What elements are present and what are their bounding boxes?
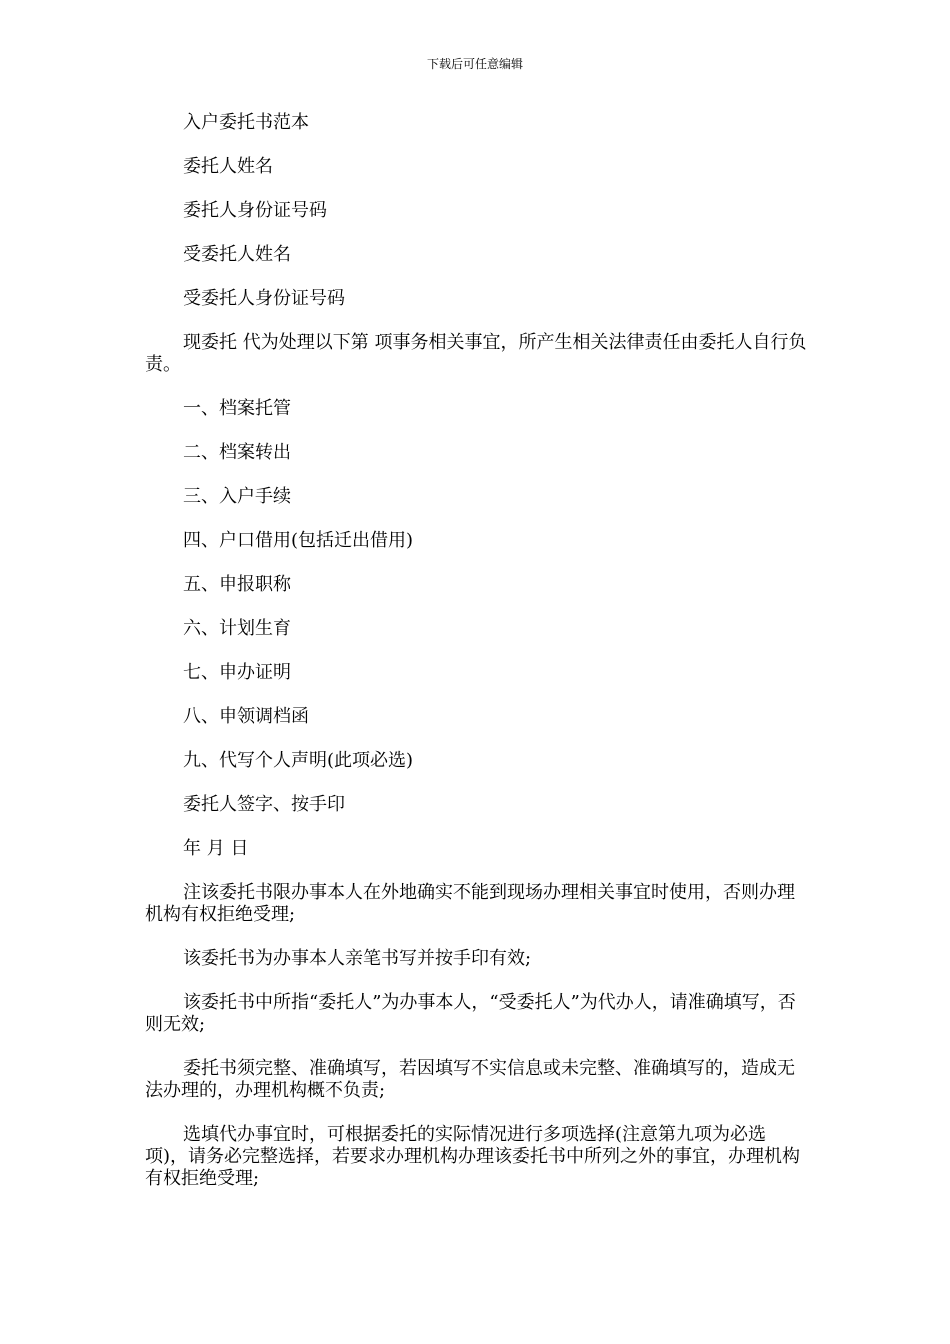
note-5: 选填代办事宜时，可根据委托的实际情况进行多项选择(注意第九项为必选项)，请务必完整选择，若要求办理机构办理该委托书中所列之外的事宜，办理机构有权拒绝受理;	[145, 1124, 801, 1189]
document-body	[145, 112, 807, 1212]
note-3: 该委托书中所指“委托人”为办事本人，“受委托人”为代办人，请准确填写，否则无效;	[145, 992, 796, 1035]
item-8: 八、申领调档函	[183, 706, 309, 727]
note-4: 委托书须完整、准确填写，若因填写不实信息或未完整、准确填写的，造成无法办理的，办理机构概不负责;	[145, 1058, 795, 1101]
item-7: 七、申办证明	[183, 662, 291, 683]
item-3: 三、入户手续	[183, 486, 291, 507]
field-agent-id: 受委托人身份证号码	[183, 288, 345, 309]
note-2: 该委托书为办事本人亲笔书写并按手印有效;	[183, 948, 532, 969]
item-9: 九、代写个人声明(此项必选)	[183, 750, 414, 771]
date-line: 年 月 日	[183, 838, 249, 859]
note-1: 注该委托书限办事本人在外地确实不能到现场办理相关事宜时使用，否则办理机构有权拒绝受理;	[145, 882, 795, 925]
item-2: 二、档案转出	[183, 442, 291, 463]
field-agent-name: 受委托人姓名	[183, 244, 291, 265]
statement-paragraph: 现委托 代为处理以下第 项事务相关事宜，所产生相关法律责任由委托人自行负责。	[145, 332, 807, 375]
signature-line: 委托人签字、按手印	[183, 794, 345, 815]
field-principal-id: 委托人身份证号码	[183, 200, 327, 221]
document-title: 入户委托书范本	[183, 112, 309, 133]
page-header: 下载后可任意编辑	[426, 57, 523, 71]
item-6: 六、计划生育	[183, 618, 291, 639]
item-1: 一、档案托管	[183, 398, 291, 419]
item-5: 五、申报职称	[183, 574, 291, 595]
item-4: 四、户口借用(包括迁出借用)	[183, 530, 414, 551]
field-principal-name: 委托人姓名	[183, 156, 273, 177]
